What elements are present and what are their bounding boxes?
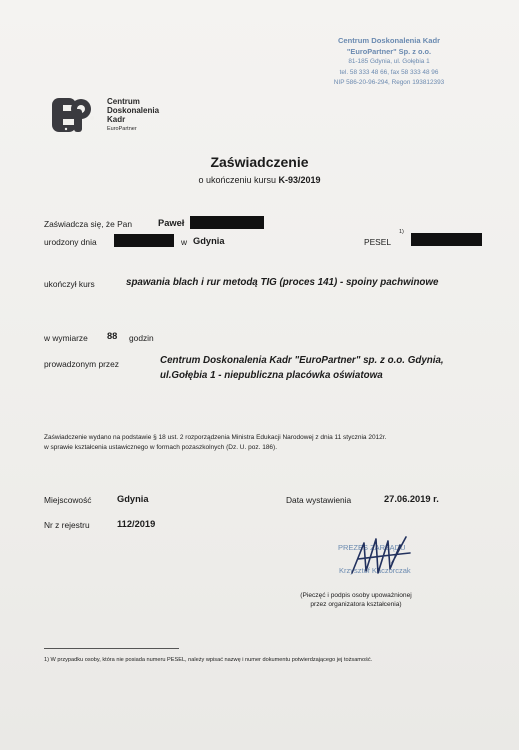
in-label: w	[181, 237, 188, 247]
redacted-birthdate	[114, 234, 174, 247]
course-number: K-93/2019	[278, 175, 321, 185]
signature-stamp-name: Krzysztof Kaczorczak	[339, 566, 411, 575]
stamp-line-2: "EuroPartner" Sp. z o.o.	[346, 46, 432, 56]
place-value: Gdynia	[117, 494, 149, 504]
hours-label-post: godzin	[129, 333, 154, 343]
stamp-line-1: Centrum Doskonalenia Kadr	[337, 36, 441, 45]
organizer-line-1: Centrum Doskonalenia Kadr "EuroPartner" sp. z o.o. Gdynia,	[160, 355, 444, 366]
handwritten-signature	[330, 533, 440, 583]
issue-date-value: 27.06.2019 r.	[384, 494, 439, 504]
register-label: Nr z rejestru	[44, 520, 90, 530]
completed-label: ukończył kurs	[44, 279, 95, 289]
certify-label: Zaświadcza się, że Pan	[44, 219, 132, 229]
footnote-text: 1) W przypadku osoby, która nie posiada numeru PESEL, należy wpisać nazwę i numer dokumentu potwierdzającego jej tożsamość.	[44, 657, 373, 663]
born-label: urodzony dnia	[44, 237, 97, 247]
document-subtitle: o ukończeniu kursu K-93/2019	[198, 175, 321, 185]
hours-label-pre: w wymiarze	[44, 333, 88, 343]
place-label: Miejscowość	[44, 495, 92, 505]
legal-basis: Zaświadczenie wydano na podstawie § 18 ust. 2 rozporządzenia Ministra Edukacji Narodowej z dnia 11 stycznia 2012r. w sprawie kształcenia ustawicznego w formach pozaszkolnych (Dz. U. poz. 186).	[44, 434, 387, 451]
course-name: spawania blach i rur metodą TIG (proces 141) - spoiny pachwinowe	[126, 277, 439, 288]
pesel-footnote-mark: 1)	[399, 229, 404, 235]
conducted-label: prowadzonym przez	[44, 359, 119, 369]
logo-text: Centrum Doskonalenia Kadr	[107, 97, 160, 124]
pesel-label: PESEL	[364, 237, 392, 247]
stamp-line-3: 81-185 Gdynia, ul. Gołębia 1	[348, 58, 430, 65]
redacted-surname	[190, 216, 264, 229]
register-value: 112/2019	[117, 519, 156, 529]
footnote-divider	[44, 648, 179, 649]
organizer-line-2: ul.Gołębia 1 - niepubliczna placówka oświatowa	[160, 370, 383, 381]
logo-subtext: EuroPartner	[107, 126, 137, 132]
signature-stamp-title: PREZES ZARZĄDU	[338, 543, 406, 552]
hours-value: 88	[107, 331, 118, 341]
redacted-pesel	[411, 233, 482, 246]
signature-caption: (Pieczęć i podpis osoby upoważnionej przez organizatora kształcenia)	[300, 592, 412, 608]
stamp-line-4: tel. 58 333 48 66, fax 58 333 48 96	[339, 68, 439, 76]
issue-date-label: Data wystawienia	[286, 495, 352, 505]
birthplace: Gdynia	[193, 236, 225, 246]
stamp-line-5: NIP 586-20-96-294, Regon 193812393	[333, 79, 445, 86]
first-name: Paweł	[158, 218, 185, 228]
company-stamp	[289, 36, 489, 89]
document-title: Zaświadczenie	[210, 154, 309, 170]
